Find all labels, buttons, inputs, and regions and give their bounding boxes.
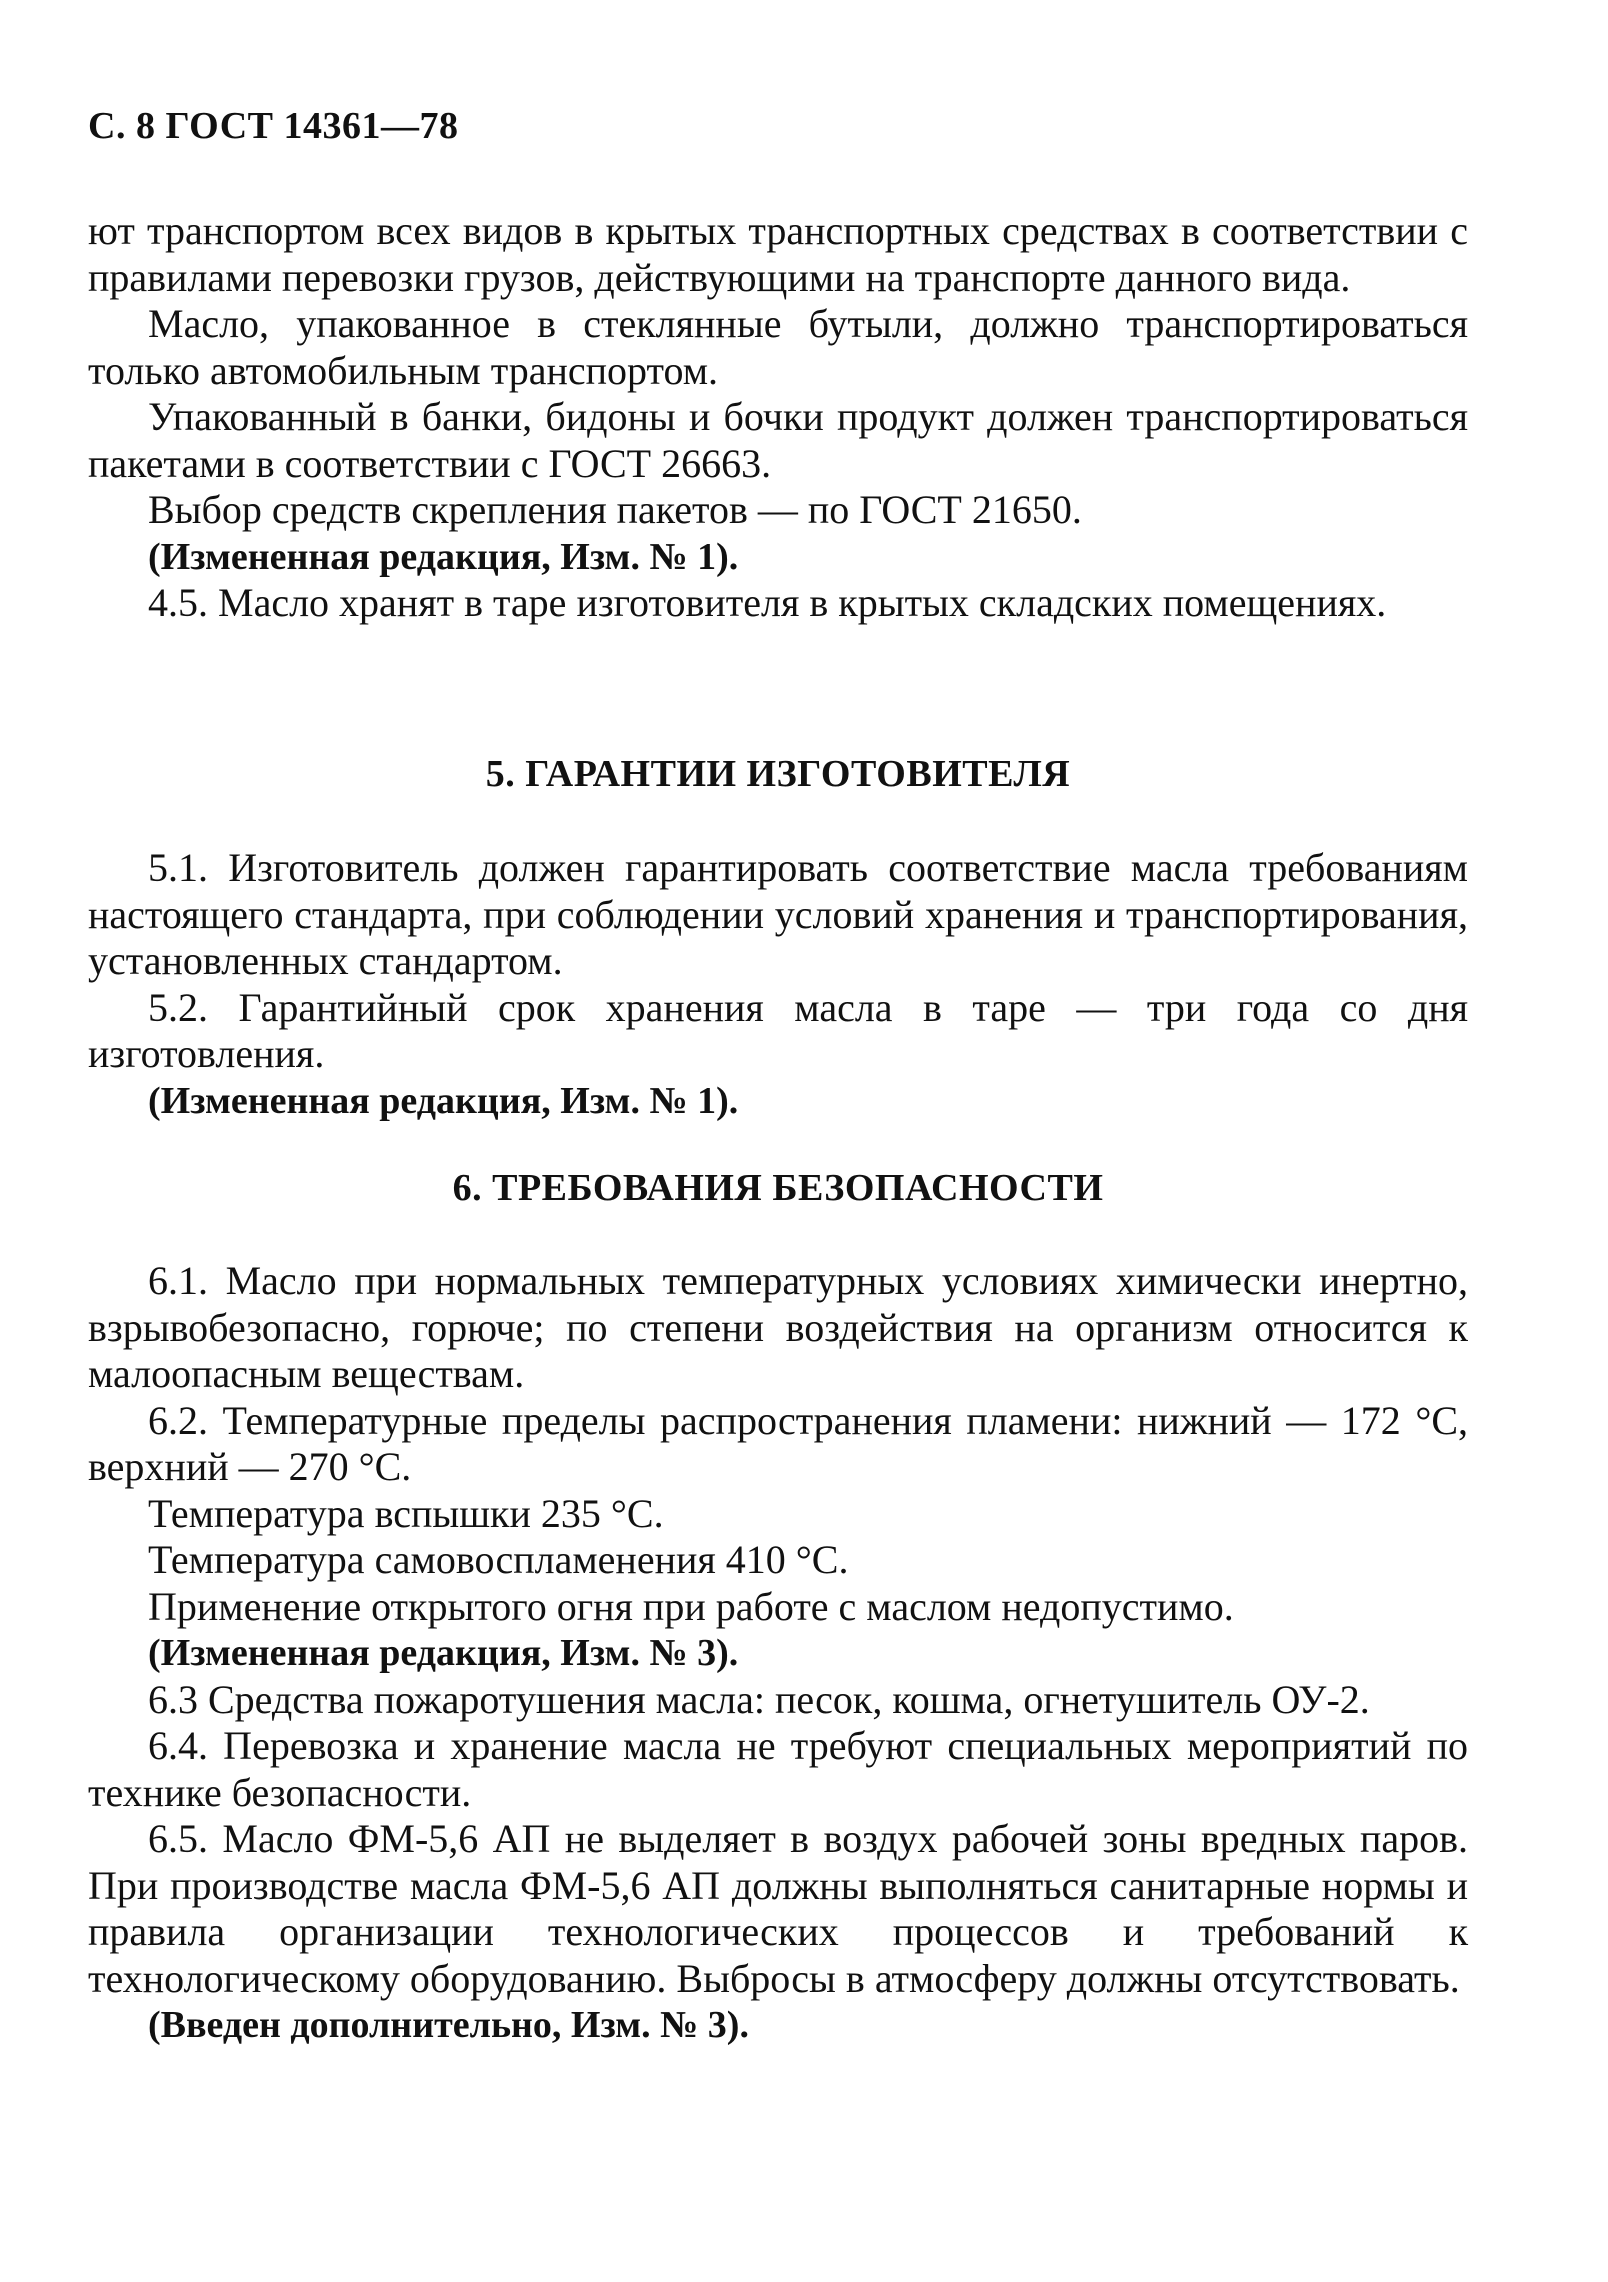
paragraph-fastening: Выбор средств скрепления пакетов — по ГОСТ 21650.: [148, 487, 1082, 532]
section-5-heading-wrap: [88, 752, 1468, 796]
paragraph-open-fire: Применение открытого огня при работе с маслом недопустимо.: [148, 1583, 1234, 1629]
section-5-body: [88, 845, 1468, 1124]
section-6-body: [88, 1258, 1468, 2049]
paragraph-5-2: 5.2. Гарантийный срок хранения масла в таре — три года со дня изготовления.: [88, 984, 1468, 1076]
paragraph-6-4: 6.4. Перевозка и хранение масла не требуют специальных мероприятий по технике безопасности.: [88, 1723, 1468, 1815]
paragraph-autoignition: Температура самовоспламенения 410 °С.: [148, 1537, 849, 1582]
amendment-note: (Измененная редакция, Изм. № 1).: [148, 1079, 739, 1122]
paragraph-4-5: 4.5. Масло хранят в таре изготовителя в крытых складских помещениях.: [148, 580, 1387, 625]
paragraph-flash-point: Температура вспышки 235 °С.: [148, 1490, 664, 1536]
amendment-note: (Измененная редакция, Изм. № 3).: [148, 1632, 739, 1674]
paragraph-packages: Упакованный в банки, бидоны и бочки продукт должен транспортироваться пакетами в соответствии с ГОСТ 26663.: [88, 394, 1468, 486]
section-title: 5. ГАРАНТИИ ИЗГОТОВИТЕЛЯ: [485, 753, 1071, 795]
page-header: С. 8 ГОСТ 14361—78: [88, 105, 459, 147]
storage-transport-block: [88, 208, 1468, 627]
amendment-note: (Измененная редакция, Изм. № 1).: [148, 535, 739, 578]
paragraph-6-1: 6.1. Масло при нормальных температурных условиях химически инертно, взрывобезопасно, горюче; по степени воздействия на организм относится к малоопасным веществам.: [88, 1258, 1468, 1396]
section-6-heading-wrap: [88, 1166, 1468, 1210]
paragraph-glass-bottles: Масло, упакованное в стеклянные бутыли, должно транспортироваться только автомобильным транспортом.: [88, 301, 1468, 393]
added-note: (Введен дополнительно, Изм. № 3).: [148, 2004, 749, 2046]
paragraph-6-2: 6.2. Температурные пределы распространения пламени: нижний — 172 °С, верхний — 270 °С.: [88, 1397, 1468, 1489]
paragraph-6-3: 6.3 Средства пожаротушения масла: песок, кошма, огнетушитель ОУ-2.: [148, 1676, 1370, 1722]
section-title: 6. ТРЕБОВАНИЯ БЕЗОПАСНОСТИ: [452, 1167, 1104, 1209]
paragraph-5-1: 5.1. Изготовитель должен гарантировать соответствие масла требованиям настоящего стандарта, при соблюдении условий хранения и транспортирования, установленных стандартом.: [88, 845, 1468, 983]
paragraph-6-5: 6.5. Масло ФМ-5,6 АП не выделяет в воздух рабочей зоны вредных паров. При производстве масла ФМ-5,6 АП должны выполняться санитарные нормы и правила организации технологических процессов и требований к технологическому оборудованию. Выбросы в атмосферу должны отсутствовать.: [88, 1816, 1468, 2001]
paragraph-continued: ют транспортом всех видов в крытых транспортных средствах в соответствии с правилами перевозки грузов, действующими на транспорте данного вида.: [88, 208, 1468, 300]
